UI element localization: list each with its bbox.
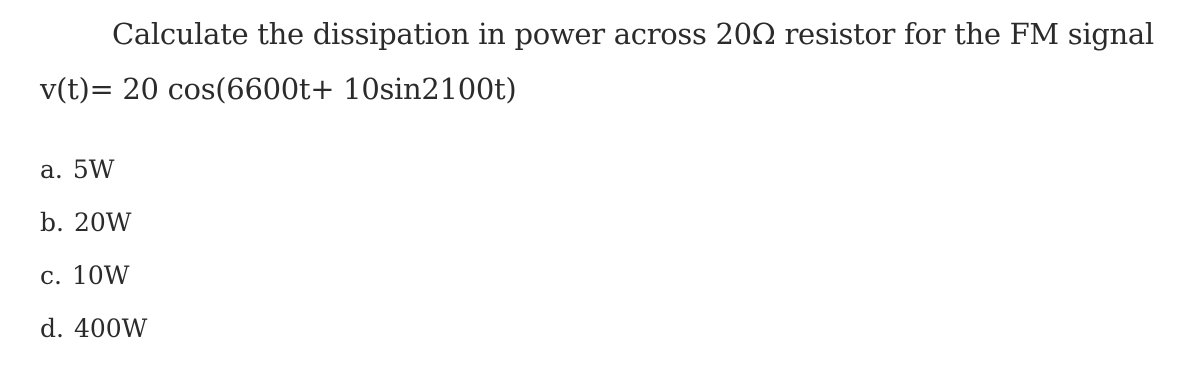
answer-options [40, 155, 147, 367]
option-d[interactable] [40, 314, 147, 344]
question-block [40, 12, 1180, 111]
option-letter: a. [40, 155, 63, 184]
question-text: Calculate the dissipation in power across 20Ω resistor for the FM signal [112, 17, 1154, 51]
option-letter: d. [40, 314, 64, 343]
option-b[interactable] [40, 208, 147, 238]
signal-equation: v(t)= 20 cos(6600t+ 10sin2100t) [40, 72, 517, 106]
option-value: 10W [71, 261, 130, 290]
option-value: 400W [73, 314, 148, 343]
option-value: 5W [72, 155, 115, 184]
option-letter: c. [40, 261, 62, 290]
option-letter: b. [40, 208, 64, 237]
option-value: 20W [73, 208, 132, 237]
option-a[interactable] [40, 155, 147, 185]
option-c[interactable] [40, 261, 147, 291]
